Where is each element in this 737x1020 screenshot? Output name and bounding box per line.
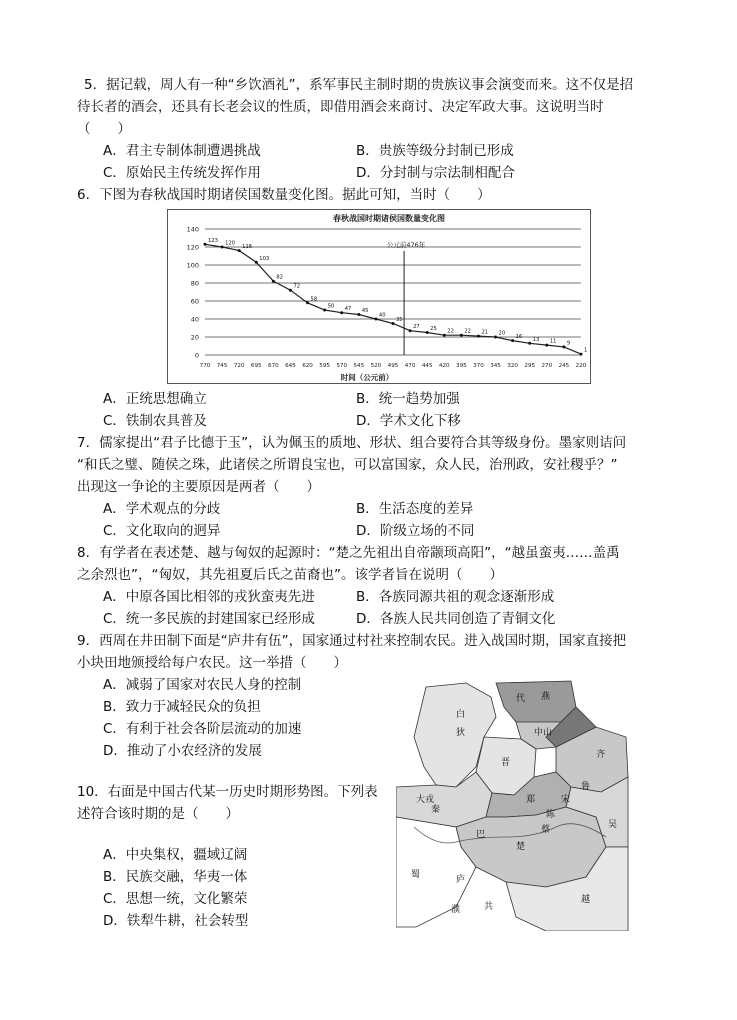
x-tick-label: 295 (524, 363, 536, 369)
data-label: 22 (447, 328, 454, 335)
data-point (494, 336, 497, 339)
q7-option-a[interactable]: A．学术观点的分歧 (103, 501, 221, 517)
map-label: 共 (484, 902, 494, 912)
q5-stem-line2: 待长者的酒会，还具有长老会议的性质，即借用酒会来商讨、决定军政大事。这说明当时 (77, 99, 604, 115)
q5-stem-line3: （ ） (77, 121, 131, 137)
x-tick-label: 245 (558, 363, 570, 369)
data-point (340, 311, 343, 314)
x-tick-label: 320 (507, 363, 518, 369)
data-label: 25 (430, 326, 437, 332)
map-label: 燕 (541, 692, 551, 702)
y-tick-label: 80 (190, 279, 199, 288)
data-label: 27 (413, 324, 420, 331)
warring-states-map (396, 677, 632, 931)
x-tick-label: 745 (216, 363, 228, 369)
map-label: 楚 (516, 842, 526, 852)
q7-option-c[interactable]: C．文化取向的迥异 (103, 523, 221, 539)
data-point (409, 329, 412, 332)
map-label: 蜀 (411, 870, 421, 880)
data-point (545, 344, 548, 347)
x-tick-label: 220 (575, 363, 587, 369)
x-tick-label: 595 (319, 363, 330, 369)
y-tick-label: 0 (194, 351, 199, 360)
q5-option-d[interactable]: D．分封制与宗法制相配合 (356, 165, 515, 181)
data-label: 72 (293, 283, 301, 290)
map-label: 宋 (561, 795, 571, 805)
x-tick-label: 370 (473, 363, 484, 369)
data-label: 9 (566, 340, 571, 347)
q6-option-a[interactable]: A．正统思想确立 (103, 391, 207, 407)
state-count-chart (167, 209, 591, 384)
q8-stem-line1: 8．有学者在表述楚、越与匈奴的起源时：“楚之先祖出自帝颛顼高阳”，“越虽蛮夷……盖禹 (77, 545, 620, 561)
data-label: 21 (481, 329, 489, 336)
data-label: 20 (498, 330, 506, 337)
y-tick-label: 120 (186, 243, 199, 252)
q8-option-a[interactable]: A．中原各国比相邻的戎狄蛮夷先进 (103, 589, 315, 605)
data-point (562, 345, 565, 348)
data-point (511, 339, 514, 342)
data-point (374, 318, 377, 321)
map-label: 蔡 (541, 825, 551, 835)
data-point (289, 289, 292, 292)
x-tick-label: 270 (541, 363, 553, 369)
x-tick-label: 420 (438, 363, 450, 369)
map-label: 鲁 (581, 782, 591, 792)
q9-option-b[interactable]: B．致力于减轻民众的负担 (103, 699, 261, 715)
x-tick-label: 620 (302, 363, 313, 369)
data-point (357, 313, 360, 316)
q5-option-c[interactable]: C．原始民主传统发挥作用 (103, 165, 261, 181)
q7-option-d[interactable]: D．阶级立场的不同 (356, 523, 475, 539)
x-tick-label: 770 (199, 363, 211, 369)
map-label: 郑 (526, 795, 536, 805)
q8-option-c[interactable]: C．统一多民族的封建国家已经形成 (103, 611, 315, 627)
map-label: 中山 (534, 728, 553, 738)
x-tick-label: 720 (233, 363, 245, 369)
q7-option-b[interactable]: B．生活态度的差异 (356, 501, 474, 517)
data-label: 123 (208, 237, 218, 244)
x-tick-label: 670 (268, 363, 279, 369)
x-tick-label: 445 (421, 363, 433, 369)
data-label: 35 (396, 317, 403, 323)
x-tick-label: 470 (404, 363, 416, 369)
q10-option-b[interactable]: B．民族交融，华夷一体 (103, 869, 248, 885)
y-tick-label: 40 (190, 315, 199, 324)
y-tick-label: 140 (186, 225, 199, 234)
x-tick-label: 345 (490, 363, 501, 369)
q9-option-c[interactable]: C．有利于社会各阶层流动的加速 (103, 721, 302, 737)
data-point (306, 301, 309, 304)
q7-stem-line3: 出现这一争论的主要原因是两者（ ） (77, 479, 320, 495)
y-tick-label: 20 (190, 333, 199, 342)
chart-xlabel: 时间（公元前） (340, 373, 394, 382)
data-label: 22 (464, 328, 471, 335)
x-tick-label: 495 (387, 363, 399, 369)
data-label: 40 (378, 312, 386, 319)
q6-option-c[interactable]: C．铁制农具普及 (103, 413, 207, 429)
data-label: 11 (549, 338, 557, 345)
data-point (528, 342, 531, 345)
data-label: 1 (584, 347, 588, 354)
map-label: 巴 (476, 830, 486, 840)
q10-option-a[interactable]: A．中央集权，疆域辽阔 (103, 847, 248, 863)
data-point (255, 261, 258, 264)
data-label: 103 (259, 255, 270, 262)
data-label: 47 (344, 306, 352, 313)
data-point (443, 334, 446, 337)
data-label: 82 (276, 274, 283, 281)
q5-option-a[interactable]: A．君主专制体制遭遇挑战 (103, 143, 261, 159)
map-label: 代 (516, 694, 526, 704)
data-label: 58 (310, 296, 318, 303)
data-label: 116 (242, 244, 253, 251)
q6-stem: 6．下图为春秋战国时期诸侯国数量变化图。据此可知，当时（ ） (77, 187, 491, 203)
data-point (477, 335, 480, 338)
data-label: 16 (515, 334, 523, 341)
q5-option-b[interactable]: B．贵族等级分封制已形成 (356, 143, 514, 159)
q10-stem-line1: 10．右面是中国古代某一历史时期形势图。下列表 (77, 784, 378, 800)
map-label: 晋 (501, 758, 511, 768)
data-point (204, 243, 207, 246)
annotation-label: 公元前476年 (386, 241, 426, 249)
map-label: 吴 (608, 820, 618, 830)
q8-option-b[interactable]: B．各族同源共祖的观念逐渐形成 (356, 589, 555, 605)
q10-option-c[interactable]: C．思想一统，文化繁荣 (103, 891, 248, 907)
map-label: 庐 (456, 875, 466, 885)
data-label: 50 (327, 303, 335, 310)
data-point (272, 280, 275, 283)
x-tick-label: 545 (353, 363, 365, 369)
x-tick-label: 570 (336, 363, 348, 369)
q5-stem-line1: 5．据记载，周人有一种“乡饮酒礼”，系军事民主制时期的贵族议事会演变而来。这不仅是招 (84, 77, 634, 93)
data-point (426, 331, 429, 334)
x-tick-label: 395 (456, 363, 467, 369)
q7-stem-line1: 7．儒家提出“君子比德于玉”，认为佩玉的质地、形状、组合要符合其等级身份。墨家则诘问 (77, 435, 627, 451)
data-label: 45 (361, 308, 369, 314)
q10-option-d[interactable]: D．铁犁牛耕，社会转型 (103, 913, 249, 929)
x-tick-label: 695 (250, 363, 262, 369)
data-point (460, 334, 463, 337)
x-tick-label: 645 (285, 363, 296, 369)
chart-title: 春秋战国时期诸侯国数量变化图 (333, 214, 445, 223)
data-point (392, 322, 395, 325)
map-label: 濮 (451, 905, 461, 915)
map-label: 秦 (431, 805, 441, 815)
data-point (580, 353, 583, 356)
data-point (323, 309, 326, 312)
q10-stem-line2: 述符合该时期的是（ ） (77, 806, 239, 822)
q9-stem-line2: 小块田地颁授给每户农民。这一举措（ ） (77, 655, 347, 671)
map-label: 大戎 (416, 795, 435, 805)
map-label: 陈 (546, 810, 556, 820)
y-tick-label: 100 (186, 261, 199, 270)
data-point (238, 249, 241, 252)
map-label: 白 (456, 710, 466, 720)
map-label: 狄 (456, 728, 466, 738)
data-point (221, 246, 224, 249)
q6-option-b[interactable]: B．统一趋势加强 (356, 391, 460, 407)
q6-option-d[interactable]: D．学术文化下移 (356, 413, 461, 429)
x-tick-label: 520 (370, 363, 382, 369)
q8-option-d[interactable]: D．各族人民共同创造了青铜文化 (356, 611, 556, 627)
q9-stem-line1: 9．西周在井田制下面是“庐井有伍”，国家通过村社来控制农民。进入战国时期，国家直接把 (77, 633, 627, 649)
y-tick-label: 60 (190, 297, 199, 306)
q9-option-d[interactable]: D．推动了小农经济的发展 (103, 743, 262, 759)
q9-option-a[interactable]: A．减弱了国家对农民人身的控制 (103, 677, 302, 693)
map-label: 越 (581, 895, 591, 905)
q7-stem-line2: “和氏之璧、随侯之珠，此诸侯之所谓良宝也，可以富国家，众人民，治刑政，安社稷乎？” (77, 457, 618, 473)
data-label: 13 (532, 336, 540, 343)
data-label: 120 (225, 240, 235, 247)
map-label: 齐 (596, 750, 606, 760)
q8-stem-line2: 之余烈也”，“匈奴，其先祖夏后氏之苗裔也”。该学者旨在说明（ ） (77, 567, 503, 583)
